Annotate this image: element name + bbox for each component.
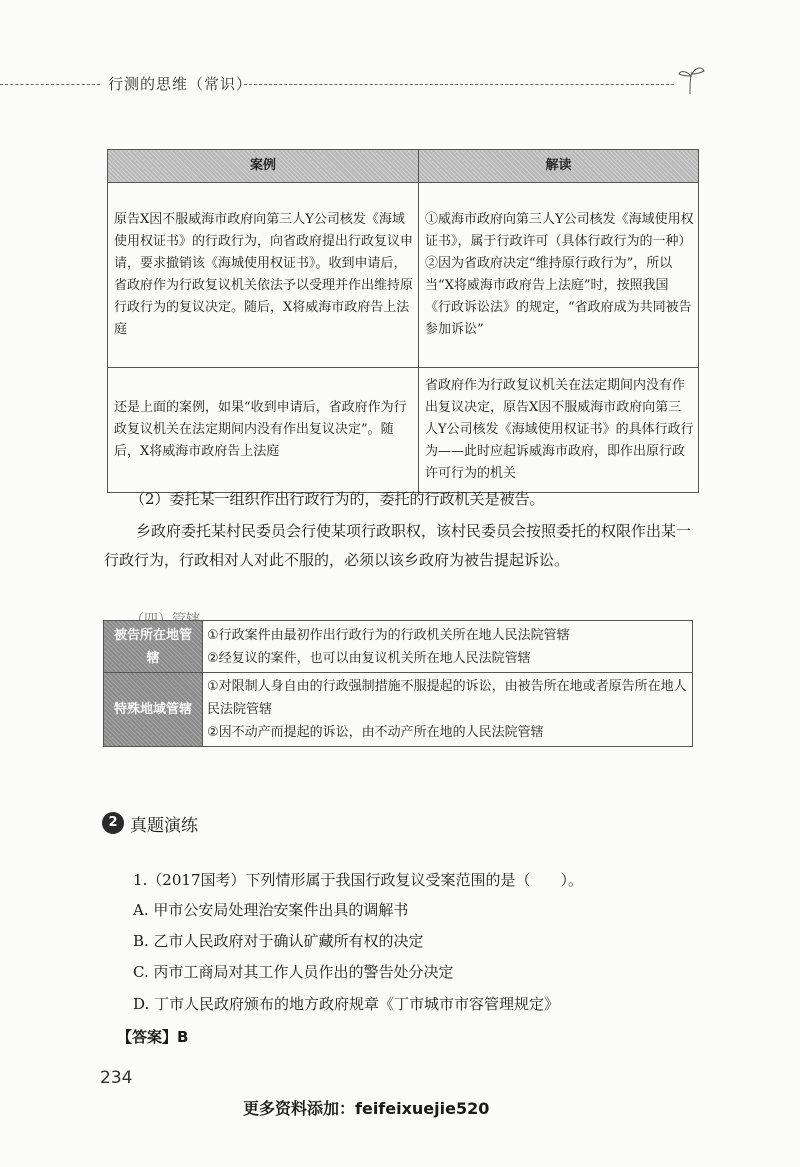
interpretation-point: ①威海市政府向第三人Y公司核发《海域使用权证书》，属于行政许可（具体行政行为的一种）: [425, 212, 694, 249]
interpretation-cell: [419, 183, 699, 368]
sprout-icon: [676, 62, 706, 96]
answer-line: 【答案】B: [117, 1028, 189, 1046]
jurisdiction-item: ②因不动产而提起的诉讼，由不动产所在地的人民法院管辖: [207, 725, 544, 740]
section-number-badge: 2: [102, 812, 124, 834]
jurisdiction-content: [203, 673, 693, 747]
jurisdiction-item: ①行政案件由最初作出行政行为的行政机关所在地人民法院管辖: [207, 627, 570, 643]
header-rule-left: [0, 84, 100, 85]
option-c: C. 丙市工商局对其工作人员作出的警告处分决定: [133, 963, 454, 981]
header-rule-right: [244, 84, 674, 85]
section-title: 真题演练: [130, 816, 198, 836]
case-interpretation-table: [107, 149, 699, 493]
table-row: [108, 368, 699, 493]
col-header-case: 案例: [108, 150, 419, 183]
jurisdiction-table: [103, 620, 693, 747]
option-a: A. 甲市公安局处理治安案件出具的调解书: [133, 901, 409, 919]
paragraph-township-example: 乡政府委托某村民委员会行使某项行政职权，该村民委员会按照委托的权限作出某一行政行为，行政相对人对此不服的，必须以该乡政府为被告提起诉讼。: [104, 522, 692, 569]
table-row: [108, 183, 699, 368]
table-row: [104, 621, 693, 673]
footer-note: 更多资料添加：feifeixuejie520: [243, 1099, 490, 1118]
table-row: [104, 673, 693, 747]
interpretation-cell: [419, 368, 699, 493]
jurisdiction-label: 特殊地域管辖: [104, 673, 203, 747]
running-header: 行测的思维（常识）: [108, 75, 253, 93]
option-d: D. 丁市人民政府颁布的地方政府规章《丁市城市市容管理规定》: [133, 995, 560, 1013]
question-stem: 1.（2017国考）下列情形属于我国行政复议受案范围的是（ ）。: [133, 871, 583, 889]
case-cell: 还是上面的案例，如果“收到申请后，省政府作为行政复议机关在法定期间内没有作出复议决定”。随后，X将威海市政府告上法庭: [108, 368, 419, 493]
interpretation-point: 省政府作为行政复议机关在法定期间内没有作出复议决定，原告X因不服威海市政府向第三人Y公司核发《海域使用权证书》的具体行政行为——此时应起诉威海市政府，即作出原行政许可行为的机关: [425, 378, 694, 481]
option-b: B. 乙市人民政府对于确认矿藏所有权的决定: [133, 932, 424, 950]
jurisdiction-item: ①对限制人身自由的行政强制措施不服提起的诉讼，由被告所在地或者原告所在地人民法院管辖: [207, 679, 687, 717]
case-cell: 原告X因不服威海市政府向第三人Y公司核发《海域使用权证书》的行政行为，向省政府提出行政复议申请，要求撤销该《海城使用权证书》。收到申请后，省政府作为行政复议机关依法予以受理并作出维持原行政行为的复议决定。随后，X将威海市政府告上法庭: [108, 183, 419, 368]
paragraph-entrusted-organization: （2）委托某一组织作出行政行为的，委托的行政机关是被告。: [130, 490, 545, 508]
col-header-interpretation: 解读: [419, 150, 699, 183]
jurisdiction-label: 被告所在地管辖: [104, 621, 203, 673]
jurisdiction-item: ②经复议的案件，也可以由复议机关所在地人民法院管辖: [207, 650, 531, 666]
page-number: 234: [100, 1068, 133, 1088]
jurisdiction-content: [203, 621, 693, 673]
interpretation-point: ②因为省政府决定“维持原行政行为”，所以当“X将威海市政府告上法庭”时，按照我国《行政诉讼法》的规定，“省政府成为共同被告参加诉讼”: [425, 256, 692, 337]
